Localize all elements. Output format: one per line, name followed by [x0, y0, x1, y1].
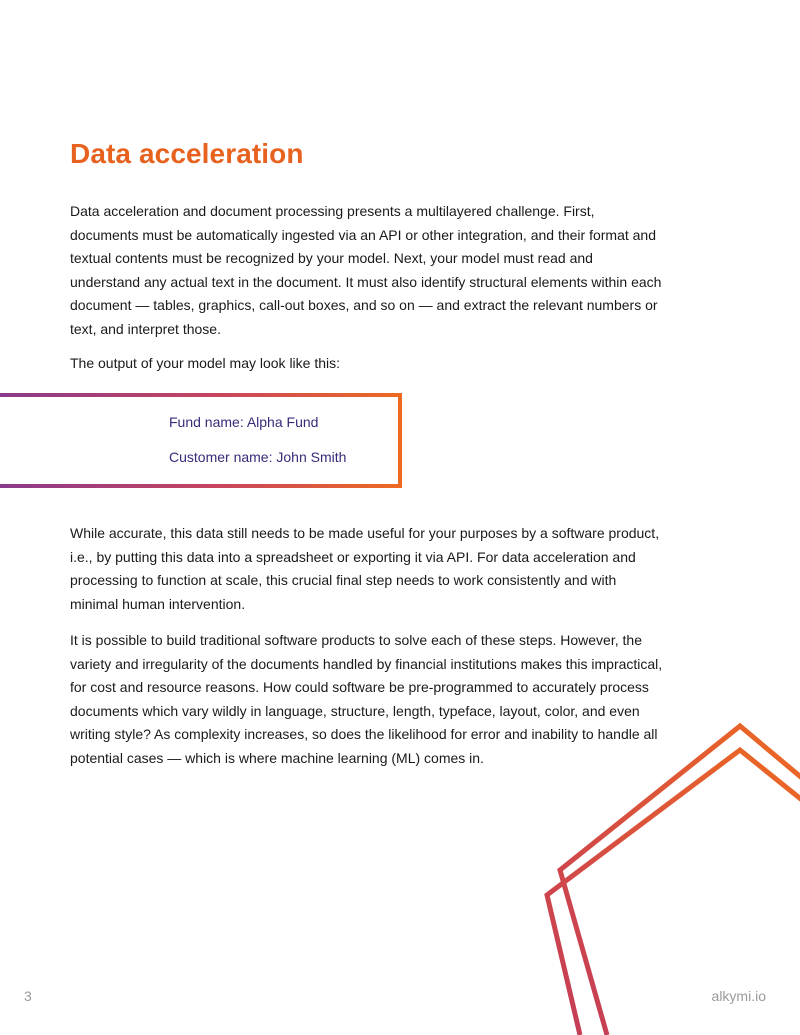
- intro-paragraph: Data acceleration and document processing presents a multilayered challenge. First, documents must be automatically ingested via an API or other integration, and their format and textual contents must be recognized by your model. Next, your model must read and understand any actual text in the document. It must also identify structural elements within each document — tables, graphics, call-out boxes, and so on — and extract the relevant numbers or text, and interpret those.: [70, 203, 662, 337]
- page-number: 3: [24, 988, 32, 1004]
- callout-customer-name: Customer name: John Smith: [169, 449, 347, 465]
- output-lead-paragraph: The output of your model may look like this:: [70, 355, 341, 371]
- callout-fund-name: Fund name: Alpha Fund: [169, 414, 319, 430]
- footer-site-link[interactable]: alkymi.io: [711, 988, 766, 1004]
- accuracy-paragraph: While accurate, this data still needs to be made useful for your purposes by a software product, i.e., by putting this data into a spreadsheet or exporting it via API. For data acceleration and processing to function at scale, this crucial final step needs to work consistently and with minimal human intervention.: [70, 525, 660, 612]
- callout-box-frame: [0, 390, 405, 492]
- page-title: Data acceleration: [70, 138, 304, 169]
- traditional-software-paragraph: It is possible to build traditional software products to solve each of these steps. However, the variety and irregularity of the documents handled by financial institutions makes this impractical, for cost and resource reasons. How could software be pre-programmed to accurately process documents which vary wildly in language, structure, length, typeface, layout, color, and even writing style? As complexity increases, so does the likelihood for error and inability to handle all potential cases — which is where machine learning (ML) comes in.: [70, 632, 663, 766]
